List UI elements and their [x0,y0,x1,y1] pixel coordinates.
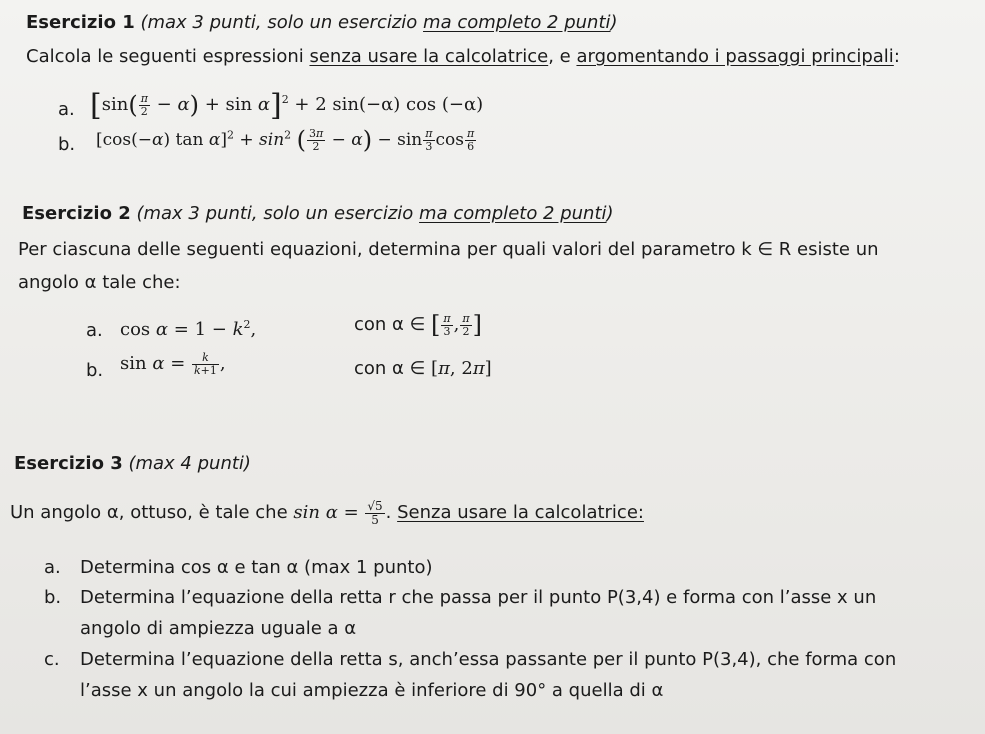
exercise-3-intro-pre: Un angolo α, ottuso, è tale che [10,502,294,524]
exercise-2-item-b-equation: sin α = $\frac{k}{k+1}$ , [120,351,226,377]
exercise-3-intro-expression: sin α = $\frac{√5}{5}$ [293,499,383,527]
exercise-2-intro-line-1: Per ciascuna delle seguenti equazioni, determina per quali valori del parametro k ∈ R esiste un [18,239,879,260]
exercise-3-item-b-line-1: Determina l’equazione della retta r che passa per il punto P(3,4) e forma con l’asse x un [80,587,877,608]
exercise-3-heading: Esercizio 3 [14,453,123,474]
exercise-2-intro-line-2: angolo α tale che: [18,272,181,293]
exercise-2-item-a-condition: con α ∈ [ $\frac{\pi}{3}$ , $\frac{\pi}{2}$ ] [354,311,482,339]
exercise-1-points-close: ) [610,12,618,33]
exercise-2-points [131,203,614,224]
exercise-2-heading: Esercizio 2 [22,203,131,224]
exercise-1-title [26,12,618,33]
exercise-1-item-a-label: a. [58,99,75,120]
exercise-3-intro-dot: . [385,502,398,524]
exercise-1-item-a-expression: [sin( $\frac{\pi}{2}$ − α) + sin α]$^2$ + 2 sin(−α) cos (−α) [90,88,484,123]
exercise-3-item-c-label: c. [44,649,60,670]
exercise-2-points-underlined: ma completo 2 punti [419,203,607,224]
exercise-3-intro-underline: Senza usare la calcolatrice: [397,502,644,524]
exercise-1-intro [26,46,900,67]
exercise-3-item-a-label: a. [44,557,61,578]
exercise-1-intro-underline-1: senza usare la calcolatrice [309,46,549,67]
exercise-1-intro-pre: Calcola le seguenti espressioni [26,46,310,67]
exercise-1-item-b-label: b. [58,134,76,155]
exercise-3-points: (max 4 punti) [122,453,251,474]
exercise-1-intro-end: : [893,46,900,67]
exercise-3-item-c-line-2: l’asse x un angolo la cui ampiezza è inferiore di 90° a quella di α [80,680,664,701]
exercise-2-item-a-label: a. [86,320,103,341]
exercise-1-item-b-expression: [cos(−α) $\tan \alpha]^2 + \sin^2$ ( $\frac{3\pi}{2}$ − α) − sin $\frac{\pi}{3}$ cos $\frac{\pi}{6}$ [96,126,475,154]
exercise-3-item-b-label: b. [44,587,62,608]
exercise-3-title [14,453,251,474]
exercise-3-item-a [80,557,433,578]
exercise-1-points-text: (max 3 punti, solo un esercizio [134,12,424,33]
exercise-2-item-b-label: b. [86,360,104,381]
exercise-1-points-underlined: ma completo 2 punti [423,12,611,33]
exercise-1-points [135,12,618,33]
exercise-3-item-b-line-2: angolo di ampiezza uguale a α [80,618,357,639]
exercise-2-item-a-equation: $\cos \alpha = 1 - k^2$, [120,318,257,340]
exercise-2-points-close: ) [606,203,614,224]
exercise-1-heading: Esercizio 1 [26,12,135,33]
exercise-2-title [22,203,614,224]
exercise-2-item-b-condition: con α ∈ [π, 2π] [354,358,492,379]
exercise-3-intro [10,500,644,526]
exercise-1-intro-mid: , e [548,46,577,67]
exercise-3-item-c-line-1: Determina l’equazione della retta s, anch’essa passante per il punto P(3,4), che forma con [80,649,897,670]
exercise-2-points-text: (max 3 punti, solo un esercizio [130,203,420,224]
exercise-3-item-a-text: Determina cos α e tan α (max 1 punto) [80,557,433,578]
exercise-1-intro-underline-2: argomentando i passaggi principali [576,46,894,67]
